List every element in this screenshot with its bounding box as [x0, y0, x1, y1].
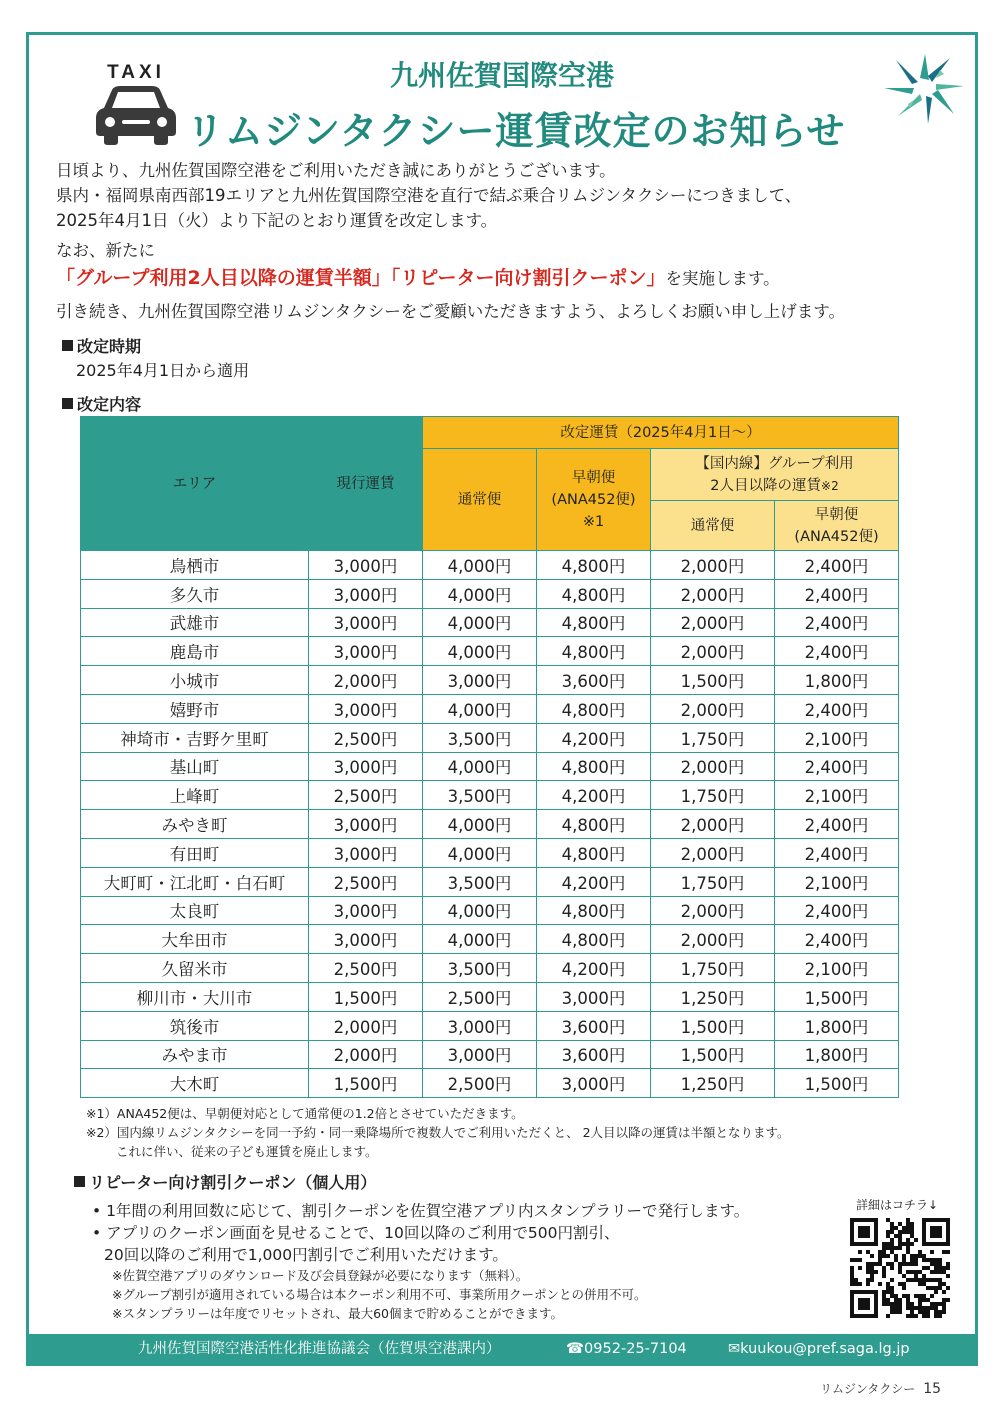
- header-group-early: 早朝便 (ANA452便): [775, 501, 899, 551]
- fare-cell: 1,500円: [651, 666, 775, 695]
- fare-cell: 2,500円: [423, 1069, 537, 1098]
- fare-cell: 2,400円: [775, 637, 899, 666]
- intro-line-3: 2025年4月1日（火）より下記のとおり運賃を改定します。: [56, 211, 498, 230]
- area-cell: 筑後市: [81, 1011, 309, 1040]
- area-cell: 有田町: [81, 838, 309, 867]
- fare-cell: 2,000円: [651, 608, 775, 637]
- fare-cell: 2,000円: [651, 637, 775, 666]
- table-row: [81, 1040, 899, 1069]
- table-row: [81, 551, 899, 580]
- intro-line-6: 引き続き、九州佐賀国際空港リムジンタクシーをご愛顧いただきますよう、よろしくお願い申し上げます。: [56, 302, 845, 321]
- fare-cell: 3,000円: [423, 1040, 537, 1069]
- section-timing-body: 2025年4月1日から適用: [76, 361, 250, 380]
- area-cell: 柳川市・大川市: [81, 982, 309, 1011]
- fare-cell: 1,500円: [651, 1011, 775, 1040]
- fare-cell: 2,000円: [651, 579, 775, 608]
- fare-cell: 2,100円: [775, 954, 899, 983]
- table-row: [81, 637, 899, 666]
- fare-cell: 2,400円: [775, 925, 899, 954]
- page-footer: [820, 1380, 941, 1397]
- fare-cell: 2,000円: [309, 1040, 423, 1069]
- note-1: ※1）ANA452便は、早朝便対応として通常便の1.2倍とさせていただきます。: [86, 1106, 524, 1121]
- fare-cell: 1,750円: [651, 723, 775, 752]
- fare-cell: 2,400円: [775, 810, 899, 839]
- table-row: [81, 838, 899, 867]
- footer-bar: [28, 1334, 976, 1364]
- fare-cell: 1,500円: [775, 1069, 899, 1098]
- table-row: [81, 1069, 899, 1098]
- fare-cell: 4,800円: [537, 752, 651, 781]
- table-row: [81, 867, 899, 896]
- fare-cell: 3,000円: [309, 752, 423, 781]
- qr-label: 詳細はコチラ↓: [856, 1198, 939, 1212]
- intro-highlight: 「グループ利用2人目以降の運賃半額」「リピーター向け割引クーポン」: [56, 267, 666, 289]
- table-row: [81, 752, 899, 781]
- table-row: [81, 810, 899, 839]
- taxi-label: TAXI: [107, 62, 165, 83]
- fare-cell: 2,500円: [423, 982, 537, 1011]
- fare-cell: 1,500円: [309, 1069, 423, 1098]
- fare-cell: 3,500円: [423, 723, 537, 752]
- fare-cell: 3,600円: [537, 1011, 651, 1040]
- bullet-square-icon: [74, 1176, 85, 1187]
- fare-cell: 3,000円: [537, 1069, 651, 1098]
- fare-cell: 3,000円: [423, 666, 537, 695]
- page-label: リムジンタクシー: [820, 1382, 916, 1396]
- fare-cell: 1,500円: [309, 982, 423, 1011]
- fare-cell: 4,800円: [537, 637, 651, 666]
- fare-cell: 3,000円: [309, 551, 423, 580]
- bullet-square-icon: [62, 340, 73, 351]
- fare-cell: 4,800円: [537, 925, 651, 954]
- area-cell: 大木町: [81, 1069, 309, 1098]
- footer-email[interactable]: ✉kuukou@pref.saga.lg.jp: [728, 1341, 910, 1357]
- fare-cell: 1,750円: [651, 867, 775, 896]
- table-row: [81, 608, 899, 637]
- fare-cell: 2,000円: [651, 896, 775, 925]
- coupon-bullet-2a: • アプリのクーポン画面を見せることで、10回以降のご利用で500円割引、: [92, 1224, 620, 1242]
- fare-cell: 3,000円: [309, 896, 423, 925]
- fare-cell: 2,000円: [651, 838, 775, 867]
- fare-cell: 4,800円: [537, 551, 651, 580]
- fare-cell: 3,500円: [423, 954, 537, 983]
- area-cell: 多久市: [81, 579, 309, 608]
- table-row: [81, 1011, 899, 1040]
- table-row: [81, 896, 899, 925]
- coupon-bullet-2b: 20回以降のご利用で1,000円割引でご利用いただけます。: [104, 1246, 508, 1264]
- table-row: [81, 954, 899, 983]
- fare-cell: 4,200円: [537, 954, 651, 983]
- area-cell: 太良町: [81, 896, 309, 925]
- fare-cell: 3,000円: [309, 637, 423, 666]
- fare-cell: 4,000円: [423, 579, 537, 608]
- area-cell: 鳥栖市: [81, 551, 309, 580]
- fare-cell: 3,000円: [309, 810, 423, 839]
- fare-cell: 2,100円: [775, 867, 899, 896]
- page-number: 15: [923, 1381, 942, 1397]
- area-cell: 上峰町: [81, 781, 309, 810]
- fare-cell: 2,400円: [775, 694, 899, 723]
- fare-cell: 1,750円: [651, 781, 775, 810]
- fare-cell: 2,500円: [309, 723, 423, 752]
- fare-cell: 4,200円: [537, 867, 651, 896]
- fare-cell: 4,800円: [537, 694, 651, 723]
- intro-line-1: 日頃より、九州佐賀国際空港をご利用いただき誠にありがとうございます。: [56, 161, 616, 180]
- fare-cell: 2,400円: [775, 551, 899, 580]
- footer-phone: ☎0952-25-7104: [566, 1341, 687, 1357]
- fare-cell: 2,400円: [775, 752, 899, 781]
- fare-cell: 3,500円: [423, 781, 537, 810]
- table-row: [81, 781, 899, 810]
- fare-cell: 3,000円: [423, 1011, 537, 1040]
- table-row: [81, 925, 899, 954]
- header-area: エリア: [81, 417, 309, 551]
- fare-cell: 1,750円: [651, 954, 775, 983]
- fare-cell: 4,000円: [423, 810, 537, 839]
- fare-cell: 2,100円: [775, 781, 899, 810]
- area-cell: みやま市: [81, 1040, 309, 1069]
- fare-cell: 3,600円: [537, 1040, 651, 1069]
- fare-cell: 3,000円: [309, 608, 423, 637]
- fare-cell: 1,800円: [775, 666, 899, 695]
- fare-cell: 4,000円: [423, 752, 537, 781]
- fare-cell: 2,400円: [775, 896, 899, 925]
- fare-cell: 1,500円: [651, 1040, 775, 1069]
- fare-cell: 4,200円: [537, 781, 651, 810]
- coupon-note-1: ※佐賀空港アプリのダウンロード及び会員登録が必要になります（無料）。: [112, 1268, 529, 1283]
- fare-table: [80, 416, 899, 1098]
- fare-cell: 4,000円: [423, 838, 537, 867]
- fare-cell: 3,000円: [537, 982, 651, 1011]
- fare-cell: 3,600円: [537, 666, 651, 695]
- note-3: これに伴い、従来の子ども運賃を廃止します。: [116, 1144, 378, 1159]
- fare-cell: 2,000円: [651, 551, 775, 580]
- header-normal: 通常便: [423, 449, 537, 551]
- fare-cell: 1,800円: [775, 1011, 899, 1040]
- fare-cell: 4,800円: [537, 810, 651, 839]
- coupon-note-3: ※スタンプラリーは年度でリセットされ、最大60個まで貯めることができます。: [112, 1306, 564, 1321]
- fare-cell: 2,000円: [651, 925, 775, 954]
- fare-cell: 4,800円: [537, 838, 651, 867]
- header-group-normal: 通常便: [651, 501, 775, 551]
- section-coupon-heading: リピーター向け割引クーポン（個人用）: [74, 1170, 376, 1193]
- bullet-square-icon: [62, 398, 73, 409]
- section-timing-heading: 改定時期: [62, 334, 141, 357]
- table-row: [81, 694, 899, 723]
- area-cell: 基山町: [81, 752, 309, 781]
- coupon-body: [92, 1200, 749, 1323]
- fare-cell: 4,800円: [537, 608, 651, 637]
- fare-cell: 3,000円: [309, 579, 423, 608]
- fare-cell: 1,800円: [775, 1040, 899, 1069]
- fare-cell: 4,000円: [423, 925, 537, 954]
- notes: [86, 1104, 790, 1161]
- fare-cell: 2,000円: [651, 810, 775, 839]
- area-cell: 神埼市・吉野ケ里町: [81, 723, 309, 752]
- intro-highlight-line: [56, 263, 976, 294]
- table-row: [81, 723, 899, 752]
- fare-cell: 2,000円: [651, 752, 775, 781]
- fare-cell: 4,000円: [423, 551, 537, 580]
- fare-cell: 3,000円: [309, 925, 423, 954]
- table-row: [81, 666, 899, 695]
- intro-text: [56, 158, 976, 324]
- fare-cell: 1,500円: [775, 982, 899, 1011]
- header-revised-fare: 改定運賃（2025年4月1日～）: [423, 417, 899, 449]
- coupon-bullet-1: • 1年間の利用回数に応じて、割引クーポンを佐賀空港アプリ内スタンプラリーで発行します。: [92, 1202, 750, 1220]
- fare-cell: 2,500円: [309, 867, 423, 896]
- fare-cell: 2,100円: [775, 723, 899, 752]
- coupon-note-2: ※グループ割引が適用されている場合は本クーポン利用不可、事業所用クーポンとの併用不可。: [112, 1287, 647, 1302]
- intro-line-2: 県内・福岡県南西部19エリアと九州佐賀国際空港を直行で結ぶ乗合リムジンタクシーにつきまして、: [56, 186, 802, 205]
- fare-cell: 2,000円: [309, 666, 423, 695]
- intro-highlight-suffix: を実施します。: [665, 269, 780, 288]
- fare-cell: 2,400円: [775, 608, 899, 637]
- header-current-fare: 現行運賃: [309, 417, 423, 551]
- fare-cell: 2,000円: [651, 694, 775, 723]
- fare-cell: 2,500円: [309, 781, 423, 810]
- fare-cell: 1,250円: [651, 982, 775, 1011]
- note-2: ※2）国内線リムジンタクシーを同一予約・同一乗降場所で複数人でご利用いただくと、 2人目以降の運賃は半額となります。: [86, 1125, 790, 1140]
- fare-cell: 2,000円: [309, 1011, 423, 1040]
- area-cell: 大牟田市: [81, 925, 309, 954]
- table-row: [81, 579, 899, 608]
- fare-cell: 2,400円: [775, 579, 899, 608]
- header-early: 早朝便 (ANA452便) ※1: [537, 449, 651, 551]
- header-group: 【国内線】グループ利用 2人目以降の運賃※2: [651, 449, 899, 501]
- fare-cell: 3,000円: [309, 694, 423, 723]
- fare-cell: 4,800円: [537, 896, 651, 925]
- area-cell: 武雄市: [81, 608, 309, 637]
- fare-cell: 2,400円: [775, 838, 899, 867]
- fare-cell: 2,500円: [309, 954, 423, 983]
- area-cell: 久留米市: [81, 954, 309, 983]
- fare-cell: 4,200円: [537, 723, 651, 752]
- fare-cell: 3,000円: [309, 838, 423, 867]
- fare-cell: 4,000円: [423, 608, 537, 637]
- table-row: [81, 982, 899, 1011]
- section-content-heading: 改定内容: [62, 392, 141, 415]
- area-cell: 鹿島市: [81, 637, 309, 666]
- footer-org: 九州佐賀国際空港活性化推進協議会（佐賀県空港課内）: [138, 1341, 501, 1357]
- area-cell: 小城市: [81, 666, 309, 695]
- area-cell: みやき町: [81, 810, 309, 839]
- fare-cell: 3,500円: [423, 867, 537, 896]
- page-title: リムジンタクシー運賃改定のお知らせ: [186, 109, 846, 153]
- intro-line-4: なお、新たに: [56, 241, 155, 260]
- fare-cell: 4,000円: [423, 637, 537, 666]
- fare-cell: 4,000円: [423, 896, 537, 925]
- title-airport: 九州佐賀国際空港: [389, 59, 614, 92]
- fare-cell: 4,000円: [423, 694, 537, 723]
- area-cell: 大町町・江北町・白石町: [81, 867, 309, 896]
- fare-cell: 4,800円: [537, 579, 651, 608]
- qr-code-icon[interactable]: [850, 1218, 950, 1318]
- area-cell: 嬉野市: [81, 694, 309, 723]
- fare-cell: 1,250円: [651, 1069, 775, 1098]
